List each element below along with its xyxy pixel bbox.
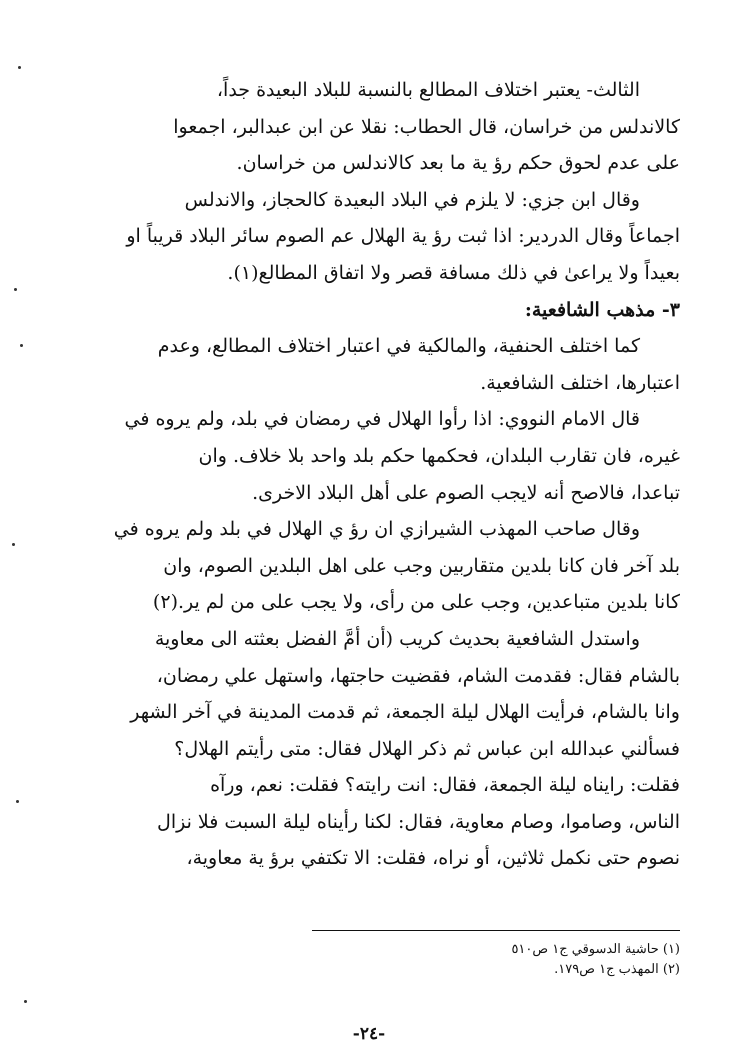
text-line: بعيداً ولا يراعىٰ في ذلك مسافة قصر ولا اتفاق المطالع(١). [227,261,680,284]
text-line: فقلت: رايناه ليلة الجمعة، فقال: انت رايته؟ فقلت: نعم، ورآه [210,774,680,797]
text-line: بالشام فقال: فقدمت الشام، فقضيت حاجتها، واستهل علي رمضان، [156,664,680,687]
footnote: (١) حاشية الدسوقي ج١ ص٥١٠ [511,942,680,957]
footnote-divider [312,930,680,931]
scan-speck [16,800,19,803]
text-line: اعتبارها، اختلف الشافعية. [480,371,680,394]
text-line: واستدل الشافعية بحديث كريب (أن أمَّ الفضل بعثته الى معاوية [154,627,640,650]
text-line: كانا بلدين متباعدين، وجب على من رأى، ولا يجب على من لم ير.(٢) [152,591,680,614]
scan-speck [20,344,23,347]
scan-speck [18,66,21,69]
page-number: -٢٤- [352,1024,386,1044]
text-line: نصوم حتى نكمل ثلاثين، أو نراه، فقلت: الا تكتفي برؤ ية معاوية، [186,847,680,870]
footnote: (٢) المهذب ج١ ص١٧٩. [554,962,680,977]
text-line: قال الامام النووي: اذا رأوا الهلال في رمضان في بلد، ولم يروه في [124,408,640,431]
text-line: الثالث- يعتبر اختلاف المطالع بالنسبة للبلاد البعيدة جداً، [216,79,640,101]
scan-speck [12,543,15,546]
text-line: كالاندلس من خراسان، قال الحطاب: نقلا عن ابن عبدالبر، اجمعوا [173,115,680,138]
text-line: اجماعاً وقال الدردير: اذا ثبت رؤ ية الهلال عم الصوم سائر البلاد قريباً او [126,225,680,248]
body-text [60,72,680,877]
text-line: الناس، وصاموا، وصام معاوية، فقال: لكنا رأيناه ليلة السبت فلا نزال [157,810,680,833]
scan-speck [14,288,17,291]
text-line: وقال صاحب المهذب الشيرازي ان رؤ ي الهلال في بلد ولم يروه في [113,518,640,541]
text-line: على عدم لحوق حكم رؤ ية ما بعد كالاندلس من خراسان. [236,152,680,175]
text-line: غيره، فان تقارب البلدان، فحكمها حكم بلد واحد بلا خلاف. وان [198,444,680,467]
text-line: وقال ابن جزي: لا يلزم في البلاد البعيدة كالحجاز، والاندلس [184,188,640,211]
text-line: وانا بالشام، فرأيت الهلال ليلة الجمعة، ثم قدمت المدينة في آخر الشهر [130,701,680,724]
text-line: بلد آخر فان كانا بلدين متقاربين وجب على اهل البلدين الصوم، وان [163,554,680,577]
section-heading: ٣- مذهب الشافعية: [524,298,680,321]
footnotes [360,940,680,980]
text-line: فسألني عبدالله ابن عباس ثم ذكر الهلال فقال: متى رأيتم الهلال؟ [174,737,680,760]
text-line: كما اختلف الحنفية، والمالكية في اعتبار اختلاف المطالع، وعدم [157,335,640,358]
scan-speck [24,1000,27,1003]
text-line: تباعدا، فالاصح أنه لايجب الصوم على أهل البلاد الاخرى. [252,481,680,504]
